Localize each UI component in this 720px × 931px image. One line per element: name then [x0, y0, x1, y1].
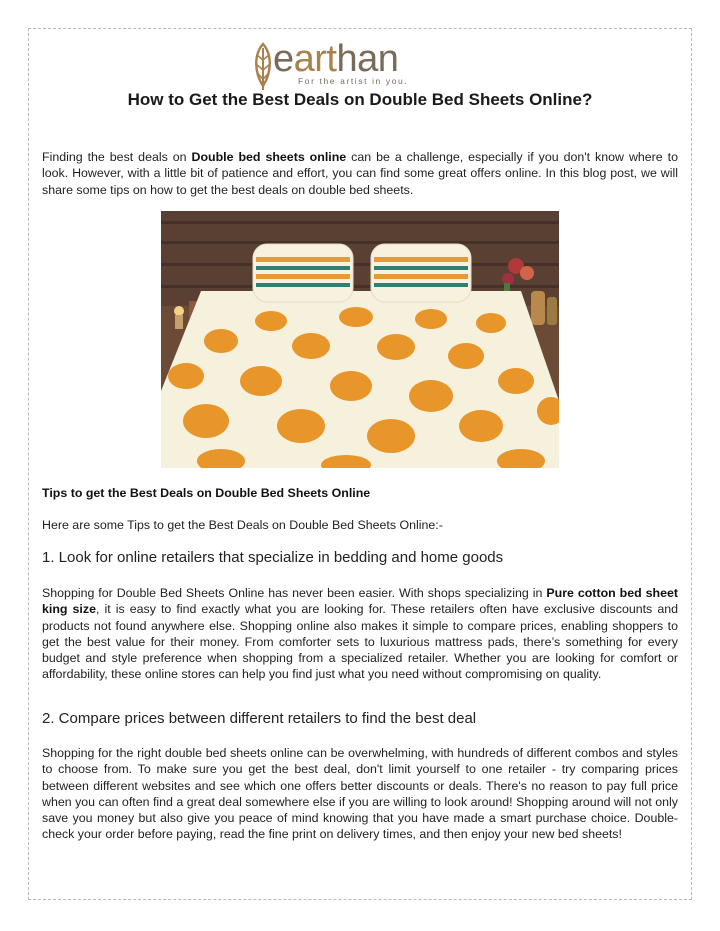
section1-text-before: Shopping for Double Bed Sheets Online has never been easier. With shops specializing in	[42, 586, 547, 600]
pure-cotton-link[interactable]: Pure cotton bed sheet king size	[42, 586, 678, 617]
intro-text-before: Finding the best deals on	[42, 150, 192, 164]
section2-paragraph: Shopping for the right double bed sheets online can be overwhelming, with hundreds of different combos and styles to choose from. To make sure you get the best deal, don't limit yourself to one retailer - try comparing prices between different websites and see which one offers better discounts or deals. There's no reason to pay full price when you can often find a great deal somewhere else if you are willing to look around! Shopping around will not only save you money but also give you peace of mind knowing that you have made a smart purchase choice. Double-check your order before paying, read the fine print on delivery times, and then enjoy your new bed sheets!	[42, 746, 678, 842]
brand-tagline: For the artist in you.	[298, 76, 409, 86]
leaf-icon	[252, 42, 274, 90]
intro-paragraph	[42, 149, 678, 198]
pillow-right	[371, 244, 471, 302]
section1-text-after: , it is easy to find exactly what you are looking for. These retailers often have exclusive discounts and products not found anywhere else. Shopping online also makes it simple to compare prices, enabling shoppers to get the best value for their money. From comforter sets to luxurious mattress pads, there’s something for every budget and style preference when shopping from a specialized retailer. Whether you are looking for comfort or affordability, these online stores can help you find just what you need without compromising on quality.	[42, 602, 678, 682]
brand-wordmark: earthan	[273, 38, 399, 80]
pillow-left	[253, 244, 353, 302]
tips-intro: Here are some Tips to get the Best Deals on Double Bed Sheets Online:-	[42, 518, 443, 532]
earthan-logo[interactable]	[252, 40, 452, 90]
section1-paragraph	[42, 585, 678, 683]
double-bed-sheets-link[interactable]: Double bed sheets online	[191, 150, 347, 164]
intro-text-after: can be a challenge, especially if you don't know where to look. However, with a little bit of patience and effort, you can find some great offers online. In this blog post, we will share some tips on how to get the best deals on double bed sheets.	[42, 150, 678, 197]
section1-heading: 1. Look for online retailers that specialize in bedding and home goods	[42, 549, 504, 566]
bed-sheet-photo	[161, 211, 559, 468]
tips-heading: Tips to get the Best Deals on Double Bed Sheets Online	[42, 486, 371, 500]
page-title: How to Get the Best Deals on Double Bed Sheets Online?	[127, 90, 593, 109]
section2-heading: 2. Compare prices between different retailers to find the best deal	[42, 710, 477, 727]
